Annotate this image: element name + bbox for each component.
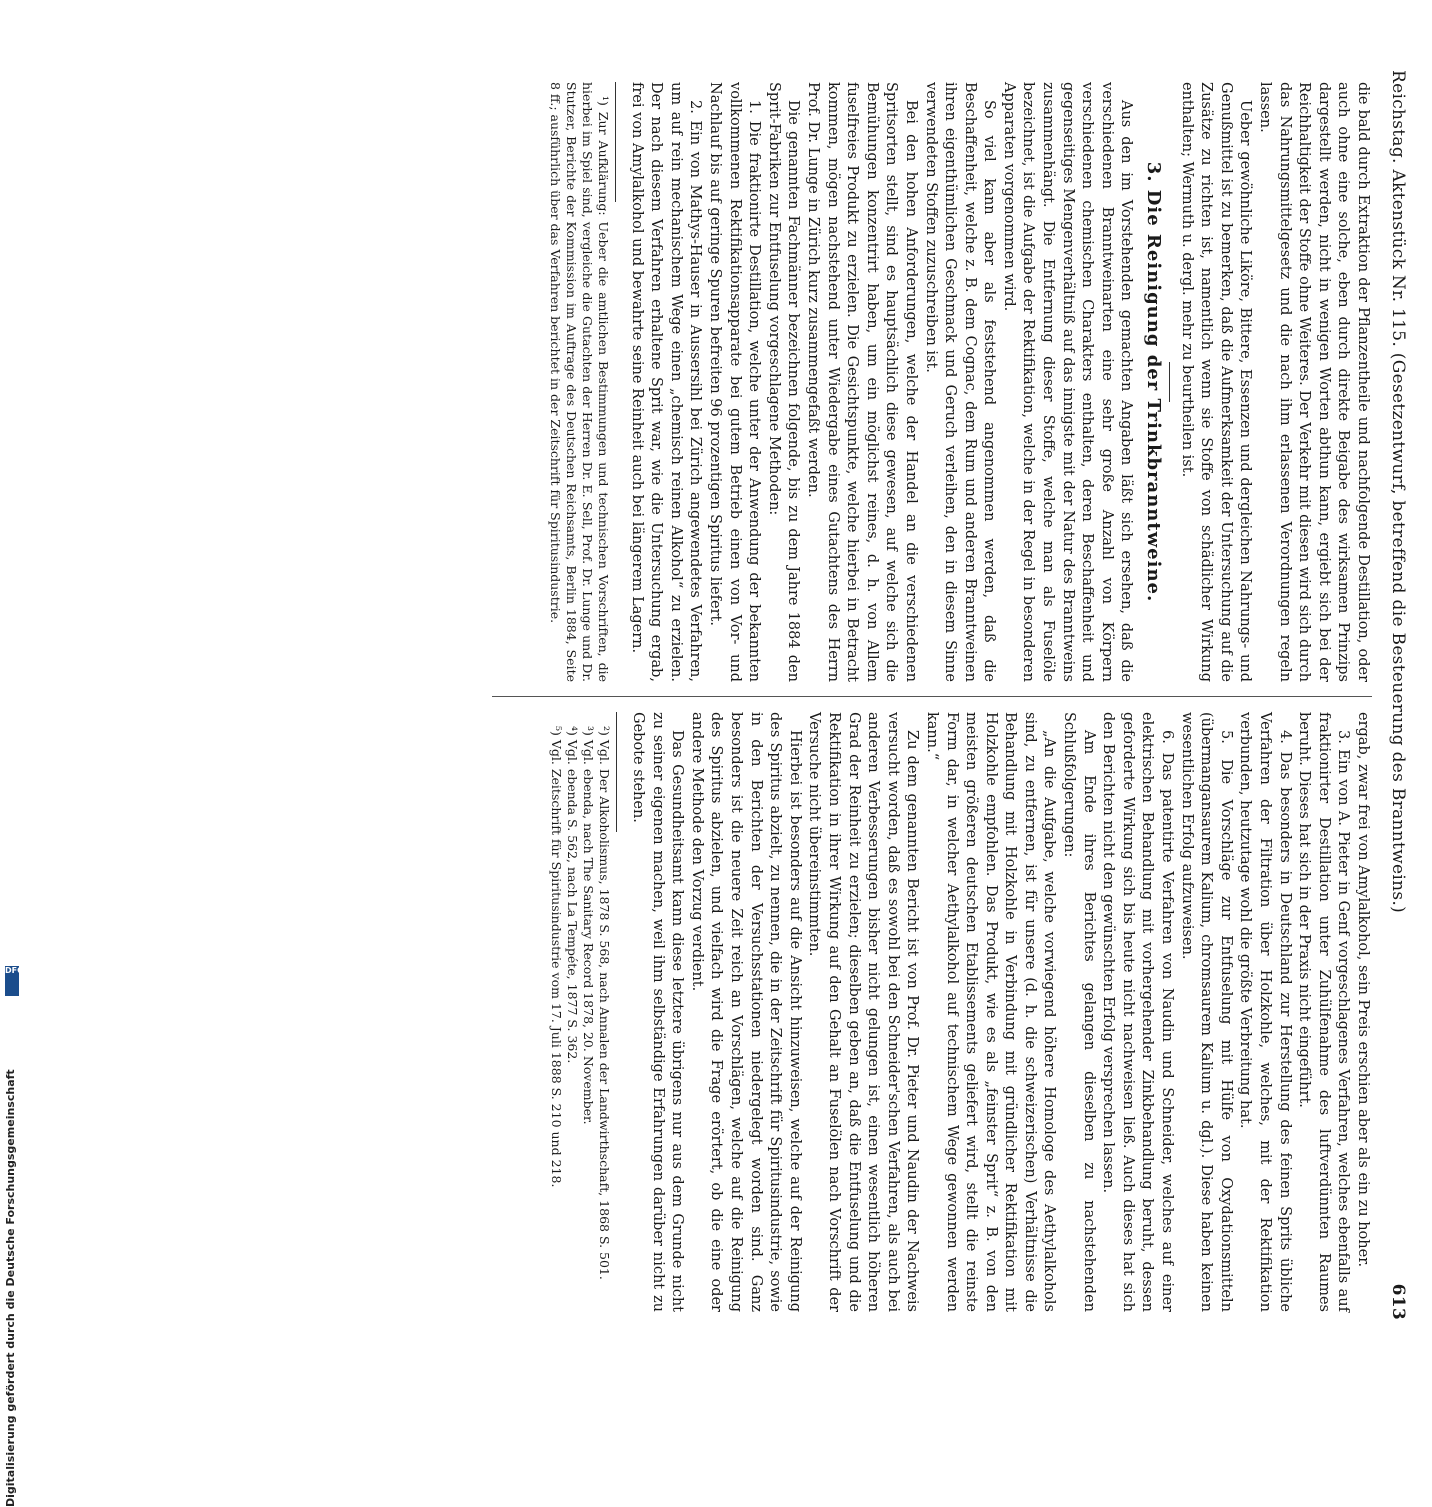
footnotes [547, 82, 616, 682]
column-divider [492, 696, 1372, 697]
right-column [548, 712, 1372, 1312]
paragraph: Hierbei ist besonders auf die Ansicht hinzuweisen, welche auf der Reinigung des Spiritus abzielt, zu nennen, die in der Zeitschrift für Spiritusindustrie, sowie in den Berichten der Versuchsstationen niedergelegt worden sind. Ganz besonders ist die neuere Zeit reich an Vorschlägen, welche auf die Reinigung des Spiritus abzielen, und vielfach wird die Frage erörtert, ob die eine oder andere Methode den Vorzug verdient. [688, 712, 803, 1312]
footnote-rule [616, 712, 617, 832]
paragraph: 5. Die Vorschläge zur Entfuselung mit Hülfe von Oxydationsmitteln (übermangansaurem Kalium, chromsaurem Kalium u. dgl.). Diese haben keinen wesentlichen Erfolg aufzuweisen. [1178, 712, 1234, 1312]
running-header [1388, 70, 1408, 1350]
section-divider [1169, 362, 1170, 402]
section-heading: 3. Die Reinigung der Trinkbranntweine. [1143, 161, 1165, 603]
paragraph: Das Gesundheitsamt kann diese letztere übrigens nur aus dem Grunde nicht zu seiner eigenen machen, weil ihm selbständige Erfahrungen darüber nicht zu Gebote stehen. [630, 712, 686, 1312]
paragraph: 2. Ein von Mathys-Hauser in Aussersihl bei Zürich angewendetes Verfahren, um auf rein mechanischem Wege einen „chemisch reinen Alkohol“ zu erzielen. Der nach diesem Verfahren erhaltene Sprit war, wie die Untersuchung ergab, frei von Amylalkohol und bewahrte seine Reinheit auch bei längerem Lagern. [628, 82, 704, 682]
paragraph: ergab, zwar frei von Amylalkohol, sein Preis erschien aber als ein zu hoher. [1355, 712, 1371, 1268]
digitization-credit [4, 0, 24, 1507]
footnote: ⁴) Vgl. ebenda S. 562, nach La Tempéte, 1877 S. 362. [565, 726, 581, 1064]
left-column [547, 82, 1372, 682]
footnote: ⁵) Vgl. Zeitschrift für Spiritusindustrie vom 17. Juli 1888 S. 210 und 218. [549, 726, 565, 1188]
footnote: ¹) Zur Aufklärung: Ueber die amtlichen Bestimmungen und technischen Vorschriften, die hierbei im Spiel sind, vergleiche die Gutachten der Herren Dr. E. Sell, Prof. Dr. Lunge und Dr. Stutzer, Berichte der Kommission im Auftrage des Deutschen Reichsamts, Berlin 1884, Seite 8 ff.; ausführlich über das Verfahren berichtet in der Zeitschrift für Spiritusindustrie. [548, 82, 612, 682]
paragraph: So viel kann aber als feststehend angenommen werden, daß die Beschaffenheit, welche z. B. dem Cognac, dem Rum und anderen Branntweinen ihren eigenthümlichen Geschmack und Geruch verleihen, den in diesem Sinne verwendeten Stoffen zuzuschreiben ist. [922, 82, 998, 682]
paragraph: Aus den im Vorstehenden gemachten Angaben läßt sich ersehen, daß die verschiedenen Branntweinarten eine sehr große Anzahl von Körpern verschiedenen chemischen Charakters enthalten, deren Beschaffenheit und gegenseitiges Mengenverhältniß auf das innigste mit der Natur des Branntweins zusammenhängt. Die Entfernung dieser Stoffe, welche man als Fuselöle bezeichnet, ist die Aufgabe der Rektifikation, welche in der Regel in besonderen Apparaten vorgenommen wird. [1000, 82, 1135, 682]
paragraph: 4. Das besonders in Deutschland zur Herstellung des feinen Sprits übliche Verfahren der Filtration über Holzkohle, welches, mit der Rektifikation verbunden, heutzutage wohl die größte Verbreitung hat. [1237, 712, 1293, 1312]
paragraph: Zu dem genannten Bericht ist von Prof. Dr. Pieter und Naudin der Nachweis versucht worden, daß es sowohl bei den Schneider'schen Verfahren, als auch bei anderen Verbesserungen bisher nicht gelungen ist, einen wesentlich höheren Grad der Reinheit zu erzielen; dieselben geben an, daß die Entfuselung und die Rektifikation in ihrer Wirkung auf den Gehalt an Fuselölen nach Vorschrift der Versuche nicht übereinstimmten. [806, 712, 921, 1312]
paragraph: 1. Die fraktionirte Destillation, welche unter der Anwendung der bekannten vollkommenen Rektifikationsapparate bei gutem Betrieb einen von Vor- und Nachlauf bis auf geringe Spuren befreiten 96 prozentigen Spiritus liefert. [707, 82, 763, 682]
paragraph: 3. Ein von A. Pieter in Genf vorgeschlagenes Verfahren, welches ebenfalls auf fraktionirter Destillation unter Zuhülfenahme des luftverdünnten Raumes beruht. Dieses hat sich in der Praxis nicht eingeführt. [1296, 712, 1352, 1312]
paragraph: Am Ende ihres Berichtes gelangen dieselben zu nachstehenden Schlußfolgerungen: [1061, 712, 1097, 1312]
footnotes [548, 712, 617, 1312]
footnote: ²) Vgl. Der Alkoholismus, 1878 S. 568, nach Annalen der Landwirthschaft, 1868 S. 501. [597, 726, 613, 1280]
footnote: ³) Vgl. ebenda, nach The Sanitary Record 1878, 20. November. [581, 726, 597, 1125]
credit-text: Digitalisierung gefördert durch die Deutsche Forschungsgemeinschaft [4, 1069, 17, 1507]
paragraph: die bald durch Extraktion der Pflanzentheile und nachfolgende Destillation, oder auch ohne eine solche, eben durch direkte Beigabe des wirksamen Prinzips dargestellt werden, nicht in wenigen Worten abthun kann, ergiebt sich bei der Reichhaltigkeit der Stoffe ohne Weiteres. Der Verkehr mit diesen wird sich durch das Nahrungsmittelgesetz und die nach ihm erlassenen Verordnungen regeln lassen. [1257, 82, 1371, 682]
page-number: 613 [1388, 1283, 1408, 1320]
dfg-logo: DFG [5, 966, 19, 996]
header-title: Reichstag. Aktenstück Nr. 115. (Gesetzentwurf, betreffend die Besteuerung des Branntweins.) [1388, 70, 1408, 914]
paragraph: 6. Das patentirte Verfahren von Naudin und Schneider, welches auf einer elektrischen Behandlung mit vorhergehender Zinkbehandlung beruht, dessen geforderte Wirkung sich bis heute nicht nachweisen ließ. Auch dieses hat sich den Berichten nicht den gewünschten Erfolg versprechen lassen. [1100, 712, 1176, 1312]
paragraph: Ueber gewöhnliche Liköre, Bittere, Essenzen und dergleichen Nahrungs- und Genußmittel ist zu bemerken, daß die Aufmerksamkeit der Untersuchung auf die Zusätze zu richten ist, namentlich wenn sie Stoffe von schädlicher Wirkung enthalten; Wermuth u. dergl. mehr zu beurtheilen ist. [1178, 82, 1254, 682]
footnote-rule [615, 82, 616, 202]
paragraph: Die genannten Fachmänner bezeichnen folgende, bis zu dem Jahre 1884 den Sprit-Fabriken zur Entfuselung vorgeschlagene Methoden: [765, 82, 802, 682]
paragraph: Bei den hohen Anforderungen, welche der Handel an die verschiedenen Spritsorten stellt, sind es hauptsächlich diese gewesen, auf welche sich die Bemühungen konzentrirt haben, um ein möglichst reines, d. h. von Allem fuselfreies Produkt zu erzielen. Die Gesichtspunkte, welche hierbei in Betracht kommen, mögen nachstehend unter Wiedergabe eines Gutachtens des Herrn Prof. Dr. Lunge in Zürich kurz zusammengefaßt werden. [804, 82, 919, 682]
paragraph: „An die Aufgabe, welche vorwiegend höhere Homologe des Aethylalkohols sind, zu entfernen, ist für unsere (d. h. die schweizerischen) Verhältnisse die Behandlung mit Holzkohle in Verbindung mit gründlicher Rektifikation mit Holzkohle empfohlen. Das Produkt, wie es als „feinster Sprit“ z. B. von den meisten größeren deutschen Etablissements geliefert wird, stellt die reinste Form dar, in welcher Aethylalkohol auf technischem Wege gewonnen werden kann.“ [923, 712, 1058, 1312]
